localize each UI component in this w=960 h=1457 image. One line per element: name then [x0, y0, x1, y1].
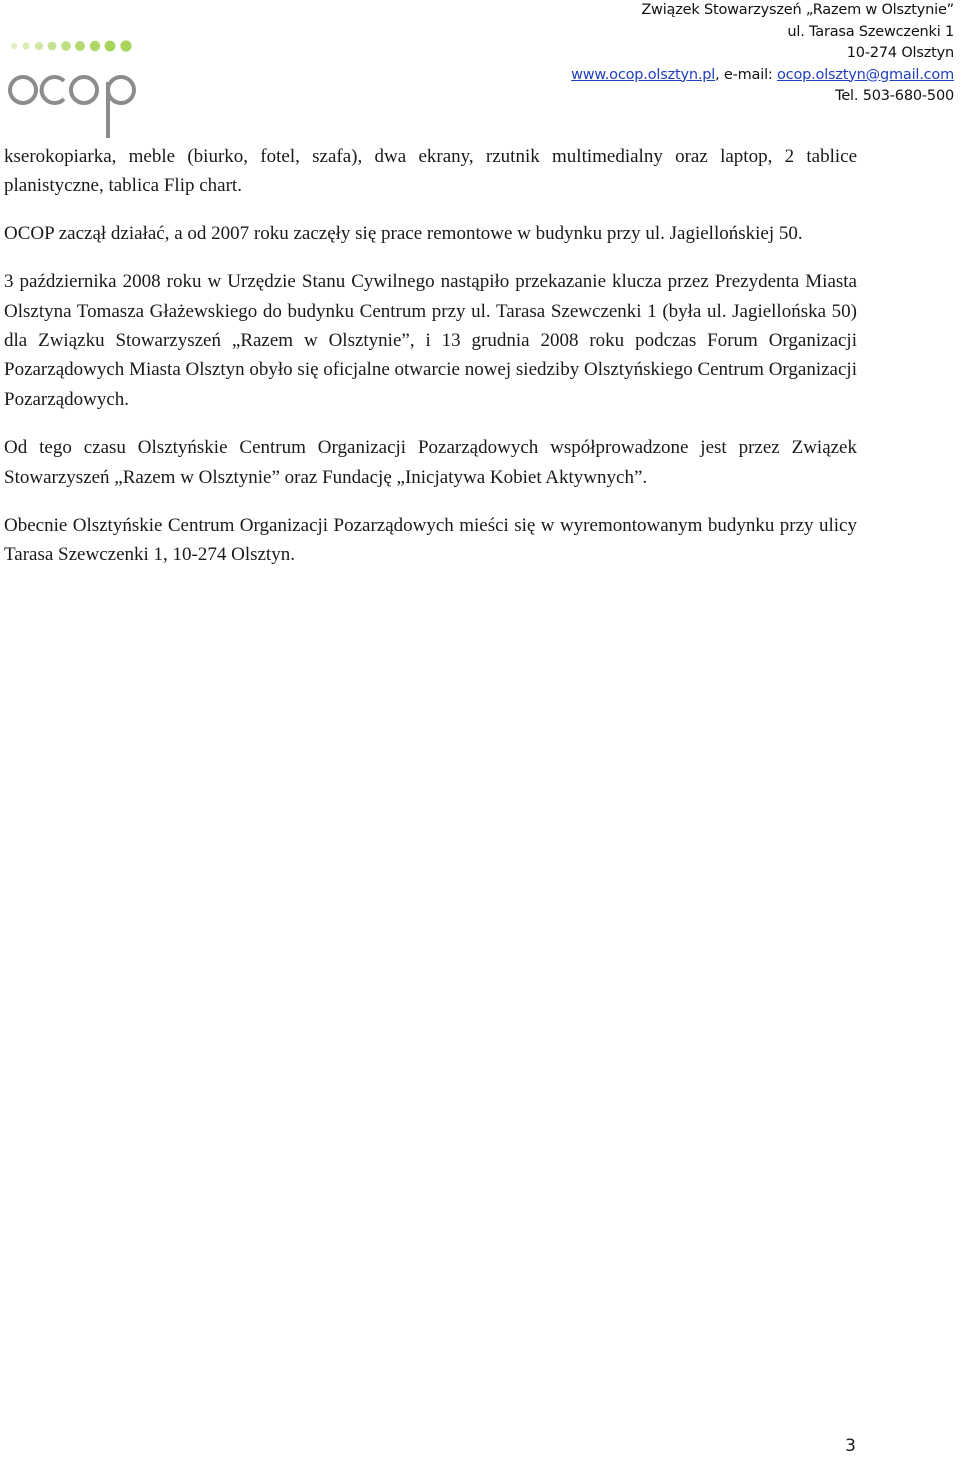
paragraph: Obecnie Olsztyńskie Centrum Organizacji Pozarządowych mieści się w wyremontowanym budynku przy ulicy Tarasa Szewczenki 1, 10-274 Olsztyn. — [4, 515, 857, 566]
logo-dots — [11, 40, 132, 51]
paragraph: kserokopiarka, meble (biurko, fotel, szafa), dwa ekrany, rzutnik multimedialny oraz laptop, 2 tablice planistyczne, tablica Flip chart. — [4, 146, 857, 197]
email-label: , e-mail: — [715, 66, 777, 83]
document-body — [4, 142, 857, 589]
header-phone: Tel. 503-680-500 — [835, 88, 954, 104]
header-street: ul. Tarasa Szewczenki 1 — [787, 23, 954, 40]
email-link[interactable]: ocop.olsztyn@gmail.com — [777, 66, 954, 83]
organization-header — [571, 0, 954, 108]
page-number: 3 — [845, 1436, 856, 1456]
ocop-logo — [6, 38, 146, 142]
paragraph: 3 października 2008 roku w Urzędzie Stanu Cywilnego nastąpiło przekazanie klucza przez Prezydenta Miasta Olsztyna Tomasza Głażewskiego do budynku Centrum przy ul. Tarasa Szewczenki 1 (była ul. Jagiellońska 50) dla Związku Stowarzyszeń „Razem w Olsztynie”, i 13 grudnia 2008 roku podczas Forum Organizacji Pozarządowych Miasta Olsztyn obyło się oficjalne otwarcie nowej siedziby Olsztyńskiego Centrum Organizacji Pozarządowych. — [4, 271, 857, 410]
header-contact-line — [571, 65, 954, 87]
paragraph: OCOP zaczął działać, a od 2007 roku zaczęły się prace remontowe w budynku przy ul. Jagiellońskiej 50. — [4, 222, 803, 244]
header-city: 10-274 Olsztyn — [846, 45, 954, 61]
header-org-name: Związek Stowarzyszeń „Razem w Olsztynie” — [641, 2, 954, 18]
paragraph: Od tego czasu Olsztyńskie Centrum Organizacji Pozarządowych współprowadzone jest przez Związek Stowarzyszeń „Razem w Olsztynie” oraz Fundację „Inicjatywa Kobiet Aktywnych”. — [4, 437, 857, 488]
logo-lettering — [10, 77, 134, 138]
website-link[interactable]: www.ocop.olsztyn.pl — [571, 66, 716, 83]
